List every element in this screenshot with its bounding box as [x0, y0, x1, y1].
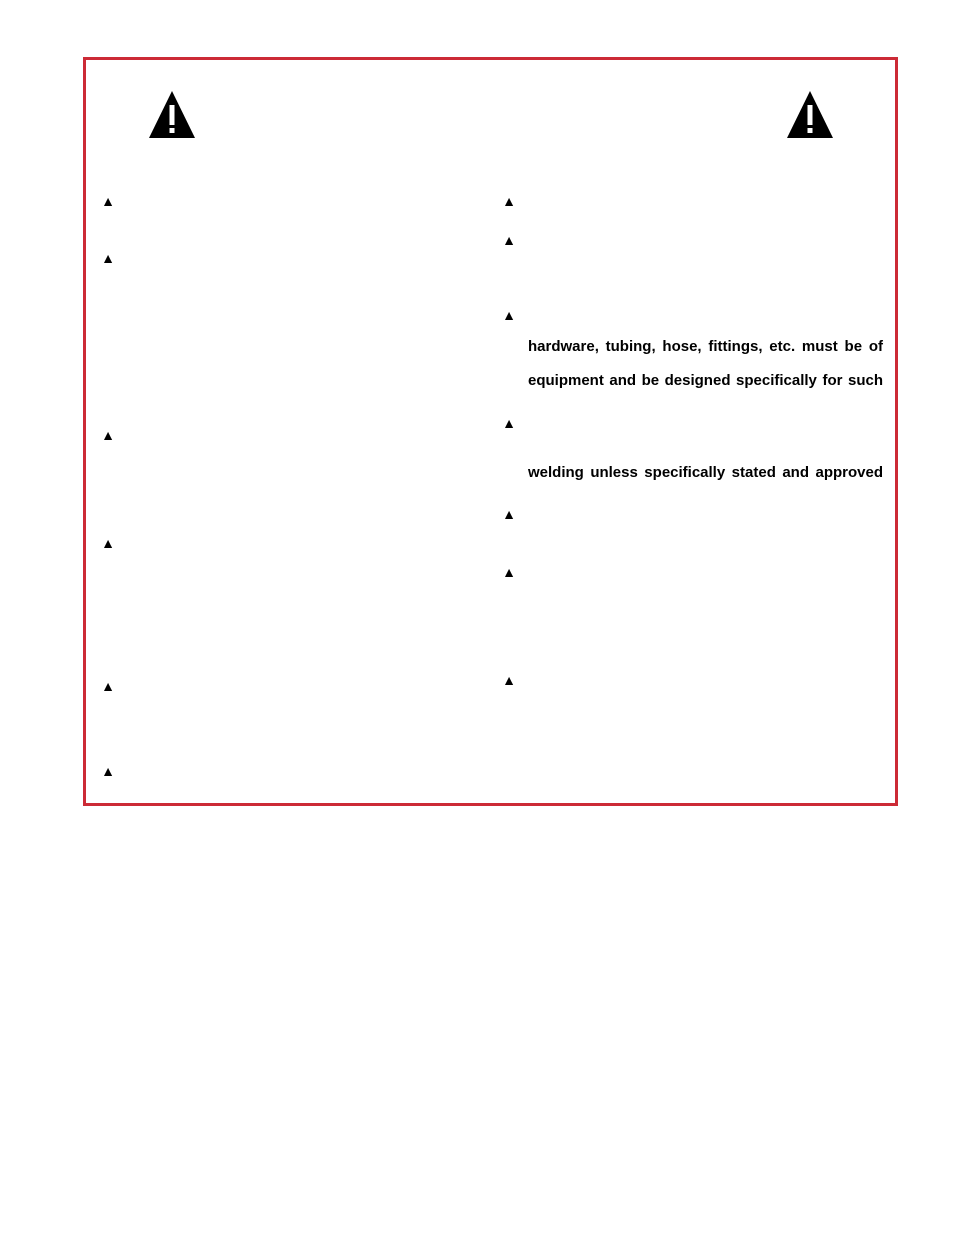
warning-text-line: welding unless specifically stated and approved — [528, 464, 883, 481]
bullet-icon: ▲ — [502, 307, 516, 323]
bullet-icon: ▲ — [502, 672, 516, 688]
bullet-icon: ▲ — [101, 535, 115, 551]
bullet-icon: ▲ — [502, 193, 516, 209]
bullet-icon: ▲ — [101, 250, 115, 266]
bullet-icon: ▲ — [101, 763, 115, 779]
bullet-icon: ▲ — [502, 564, 516, 580]
bullet-icon: ▲ — [502, 415, 516, 431]
bullet-icon: ▲ — [502, 232, 516, 248]
bullet-icon: ▲ — [101, 193, 115, 209]
warning-triangle-icon — [786, 89, 834, 139]
warning-text-line: hardware, tubing, hose, fittings, etc. must be of — [528, 338, 883, 355]
warning-text-line: equipment and be designed specifically for such — [528, 372, 883, 389]
bullet-icon: ▲ — [502, 506, 516, 522]
bullet-icon: ▲ — [101, 427, 115, 443]
warning-box — [83, 57, 898, 806]
bullet-icon: ▲ — [101, 678, 115, 694]
warning-triangle-icon — [148, 89, 196, 139]
